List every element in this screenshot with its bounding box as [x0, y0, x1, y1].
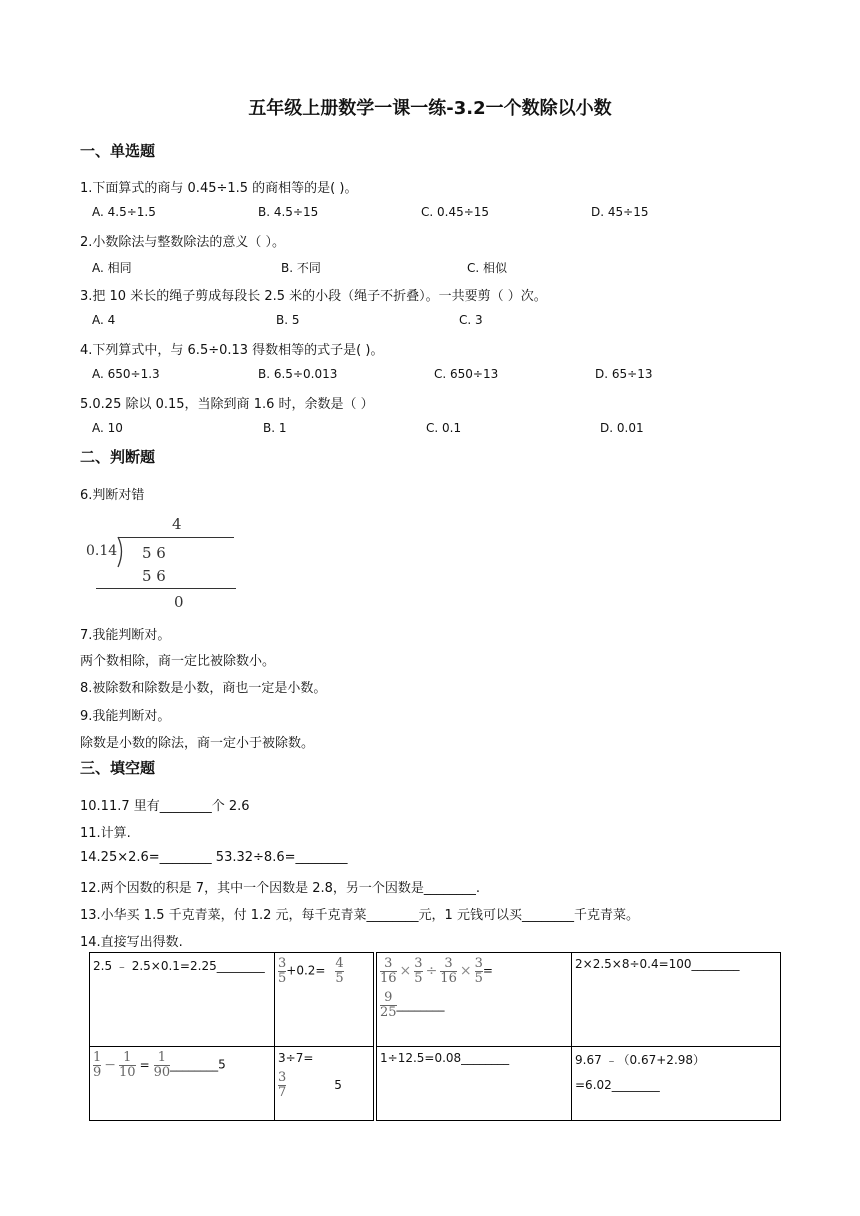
q14-r1c2-mid: +0.2=: [286, 963, 326, 978]
q14-r2c1-tail: ________5: [170, 1057, 226, 1072]
longdiv-dividend: 5 6: [142, 544, 166, 562]
frac-num: 3: [278, 956, 287, 971]
q4-option-a[interactable]: A. 650÷1.3: [92, 367, 160, 381]
q14-r2c4-line1: 9.67 ﹣（0.67+2.98）: [575, 1053, 706, 1067]
question-3: 3.把 10 米长的绳子剪成每段长 2.5 米的小段（绳子不折叠）。一共要剪（ ）次。: [80, 289, 547, 304]
q4-option-d[interactable]: D. 65÷13: [595, 367, 653, 381]
fraction: [414, 957, 422, 985]
frac-den: 10: [119, 1064, 136, 1080]
divide-sign: ÷: [425, 962, 438, 979]
question-9: 9.我能判断对。: [80, 709, 171, 724]
q14-cell-r1c1: [90, 953, 275, 1047]
section-heading-2: 二、判断题: [80, 448, 156, 466]
fraction: [154, 1051, 171, 1079]
q3-option-a[interactable]: A. 4: [92, 313, 116, 327]
q14-cell-r2c2: [275, 1047, 376, 1121]
question-11-body: 14.25×2.6=________ 53.32÷8.6=________: [80, 850, 348, 865]
frac-num: 1: [93, 1050, 102, 1065]
q3-option-b[interactable]: B. 5: [276, 313, 300, 327]
frac-den: 9: [93, 1064, 102, 1080]
frac-den: 5: [414, 970, 423, 986]
fraction: [380, 957, 397, 985]
section-heading-3: 三、填空题: [80, 759, 156, 777]
question-12: 12.两个因数的积是 7，其中一个因数是 2.8，另一个因数是________.: [80, 881, 481, 896]
question-5: 5.0.25 除以 0.15，当除到商 1.6 时，余数是（ ）: [80, 397, 374, 412]
longdiv-top-line: [118, 537, 234, 538]
question-7-body: 两个数相除，商一定比被除数小。: [80, 654, 276, 669]
q4-option-c[interactable]: C. 650÷13: [434, 367, 499, 381]
minus-sign: −: [104, 1056, 117, 1073]
frac-num: 3: [278, 1070, 287, 1085]
q14-r2c3-text: 1÷12.5=0.08________: [380, 1051, 510, 1065]
section-heading-1: 一、单选题: [80, 142, 156, 160]
longdiv-bottom-line: [96, 588, 236, 589]
q14-answer-table: [89, 952, 781, 1121]
answer-blank[interactable]: ________: [396, 997, 445, 1012]
q14-cell-r1c2: [275, 953, 376, 1047]
fraction: [335, 957, 343, 985]
q3-option-c[interactable]: C. 3: [459, 313, 483, 327]
frac-den: 90: [153, 1064, 171, 1080]
frac-den: 25: [380, 1004, 397, 1020]
q1-option-b[interactable]: B. 4.5÷15: [258, 205, 319, 219]
frac-num: 1: [123, 1050, 132, 1065]
frac-num: 9: [384, 990, 393, 1006]
q1-option-c[interactable]: C. 0.45÷15: [421, 205, 490, 219]
frac-num: 3: [474, 956, 483, 971]
q5-option-b[interactable]: B. 1: [263, 421, 287, 435]
q2-option-b[interactable]: B. 不同: [281, 261, 321, 275]
q5-option-c[interactable]: C. 0.1: [426, 421, 462, 435]
frac-num: 3: [414, 956, 423, 971]
q1-option-d[interactable]: D. 45÷15: [591, 205, 649, 219]
fraction: [278, 1071, 286, 1099]
equals-sign: =: [139, 1057, 150, 1072]
q14-cell-r2c3: [375, 1047, 572, 1121]
frac-den: 7: [278, 1084, 287, 1100]
frac-num: 3: [444, 956, 453, 971]
q14-r1c1-text: 2.5 ﹣ 2.5×0.1=2.25________: [93, 959, 265, 973]
frac-den: 16: [380, 970, 397, 986]
fraction: [440, 957, 457, 985]
q14-r1c4-text: 2×2.5×8÷0.4=100________: [575, 957, 740, 971]
frac-num: 1: [157, 1050, 167, 1065]
frac-den: 5: [278, 970, 287, 986]
q1-option-a[interactable]: A. 4.5÷1.5: [92, 205, 156, 219]
frac-den: 5: [474, 970, 483, 986]
fraction: [380, 991, 397, 1019]
q2-option-a[interactable]: A. 相同: [92, 261, 132, 275]
longdiv-divisor: 0.14: [86, 543, 118, 559]
question-11: 11.计算.: [80, 826, 131, 841]
equals-sign: =: [482, 963, 493, 978]
fraction: [93, 1051, 101, 1079]
frac-num: 4: [335, 956, 344, 971]
q14-cell-r2c4: [572, 1047, 781, 1121]
page-title: 五年级上册数学一课一练-3.2一个数除以小数: [248, 98, 612, 119]
question-9-body: 除数是小数的除法，商一定小于被除数。: [80, 736, 315, 751]
q14-cell-r1c4: [572, 953, 781, 1047]
q14-cell-r1c3: [375, 953, 572, 1047]
q4-option-b[interactable]: B. 6.5÷0.013: [258, 367, 338, 381]
question-7: 7.我能判断对。: [80, 628, 171, 643]
fraction: [119, 1051, 136, 1079]
q14-r2c4-line2: =6.02________: [575, 1078, 660, 1092]
longdiv-quotient: 4: [172, 515, 182, 533]
q14-r2c2-tail: 5: [334, 1077, 342, 1092]
q5-option-a[interactable]: A. 10: [92, 421, 123, 435]
frac-num: 3: [384, 956, 393, 971]
question-8: 8.被除数和除数是小数，商也一定是小数。: [80, 681, 327, 696]
q14-cell-r2c1: [90, 1047, 275, 1121]
long-division-figure: [86, 513, 246, 613]
question-2: 2.小数除法与整数除法的意义（ ）。: [80, 235, 286, 250]
q2-option-c[interactable]: C. 相似: [467, 261, 508, 275]
longdiv-remainder: 0: [174, 593, 184, 611]
q14-r2c2-top: 3÷7=: [278, 1051, 314, 1065]
frac-den: 16: [440, 970, 457, 986]
multiply-sign: ×: [399, 962, 412, 979]
question-14: 14.直接写出得数.: [80, 935, 183, 950]
q5-option-d[interactable]: D. 0.01: [600, 421, 644, 435]
longdiv-bracket: [116, 535, 126, 569]
fraction: [475, 957, 483, 985]
question-4: 4.下列算式中，与 6.5÷0.13 得数相等的式子是( )。: [80, 343, 384, 358]
question-13: 13.小华买 1.5 千克青菜，付 1.2 元，每千克青菜________元，1 元钱可以买________千克青菜。: [80, 908, 639, 923]
multiply-sign: ×: [459, 962, 472, 979]
frac-den: 5: [335, 970, 344, 986]
question-6: 6.判断对错: [80, 488, 145, 503]
longdiv-product: 5 6: [142, 567, 166, 585]
question-1: 1.下面算式的商与 0.45÷1.5 的商相等的是( )。: [80, 181, 358, 196]
question-10: 10.11.7 里有________个 2.6: [80, 799, 250, 814]
